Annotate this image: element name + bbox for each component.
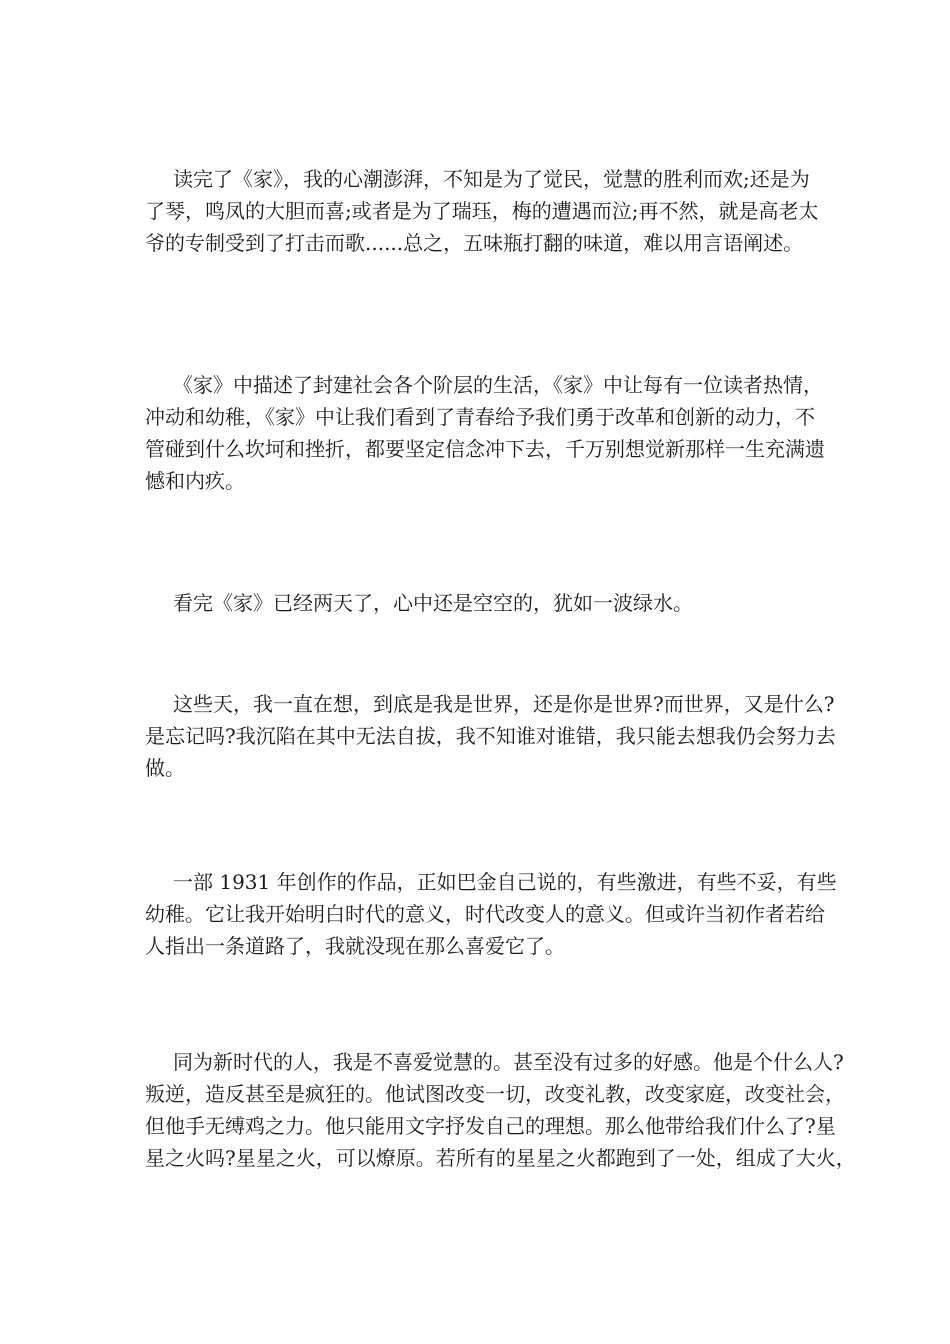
text-line: 《家》中描述了封建社会各个阶层的生活，《家》中让每有一位读者热情，	[173, 373, 823, 397]
text-line: 冲动和幼稚，《家》中让我们看到了青春给予我们勇于改革和创新的动力，不	[145, 405, 815, 429]
paragraph-1	[145, 163, 835, 259]
text-line: 读完了《家》，我的心潮澎湃，不知是为了觉民，觉慧的胜利而欢;还是为	[173, 167, 810, 191]
paragraph-5	[145, 866, 835, 962]
paragraph-6	[145, 1046, 856, 1174]
text-line: 了琴，鸣凤的大胆而喜;或者是为了瑞珏，梅的遭遇而泣;再不然，就是高老太	[145, 199, 819, 223]
text-line: 人指出一条道路了，我就没现在那么喜爱它了。	[145, 934, 565, 958]
text-line: 憾和内疚。	[145, 469, 245, 493]
text-line: 幼稚。它让我开始明白时代的意义，时代改变人的意义。但或许当初作者若给	[145, 902, 825, 926]
text-line: 但他手无缚鸡之力。他只能用文字抒发自己的理想。那么他带给我们什么了?星	[145, 1114, 836, 1138]
paragraph-2	[145, 369, 835, 497]
text-line: 爷的专制受到了打击而歌......总之，五味瓶打翻的味道，难以用言语阐述。	[145, 231, 804, 255]
text-line: 一部 1931 年创作的作品，正如巴金自己说的，有些激进，有些不妥，有些	[173, 870, 837, 894]
paragraph-3	[145, 587, 835, 619]
text-line: 看完《家》已经两天了，心中还是空空的，犹如一波绿水。	[173, 591, 693, 615]
text-line: 星之火吗?星星之火，可以燎原。若所有的星星之火都跑到了一处，组成了大火，	[145, 1146, 856, 1170]
text-line: 管碰到什么坎坷和挫折，都要坚定信念冲下去，千万别想觉新那样一生充满遗	[145, 437, 825, 461]
paragraph-4	[145, 688, 835, 784]
text-line: 叛逆，造反甚至是疯狂的。他试图改变一切，改变礼教，改变家庭，改变社会，	[145, 1082, 845, 1106]
text-line: 是忘记吗?我沉陷在其中无法自拔，我不知谁对谁错，我只能去想我仍会努力去	[145, 724, 836, 748]
text-line: 这些天，我一直在想，到底是我是世界，还是你是世界?而世界，又是什么?	[173, 692, 835, 716]
text-line: 做。	[145, 756, 185, 780]
text-line: 同为新时代的人，我是不喜爱觉慧的。甚至没有过多的好感。他是个什么人?	[173, 1050, 844, 1074]
